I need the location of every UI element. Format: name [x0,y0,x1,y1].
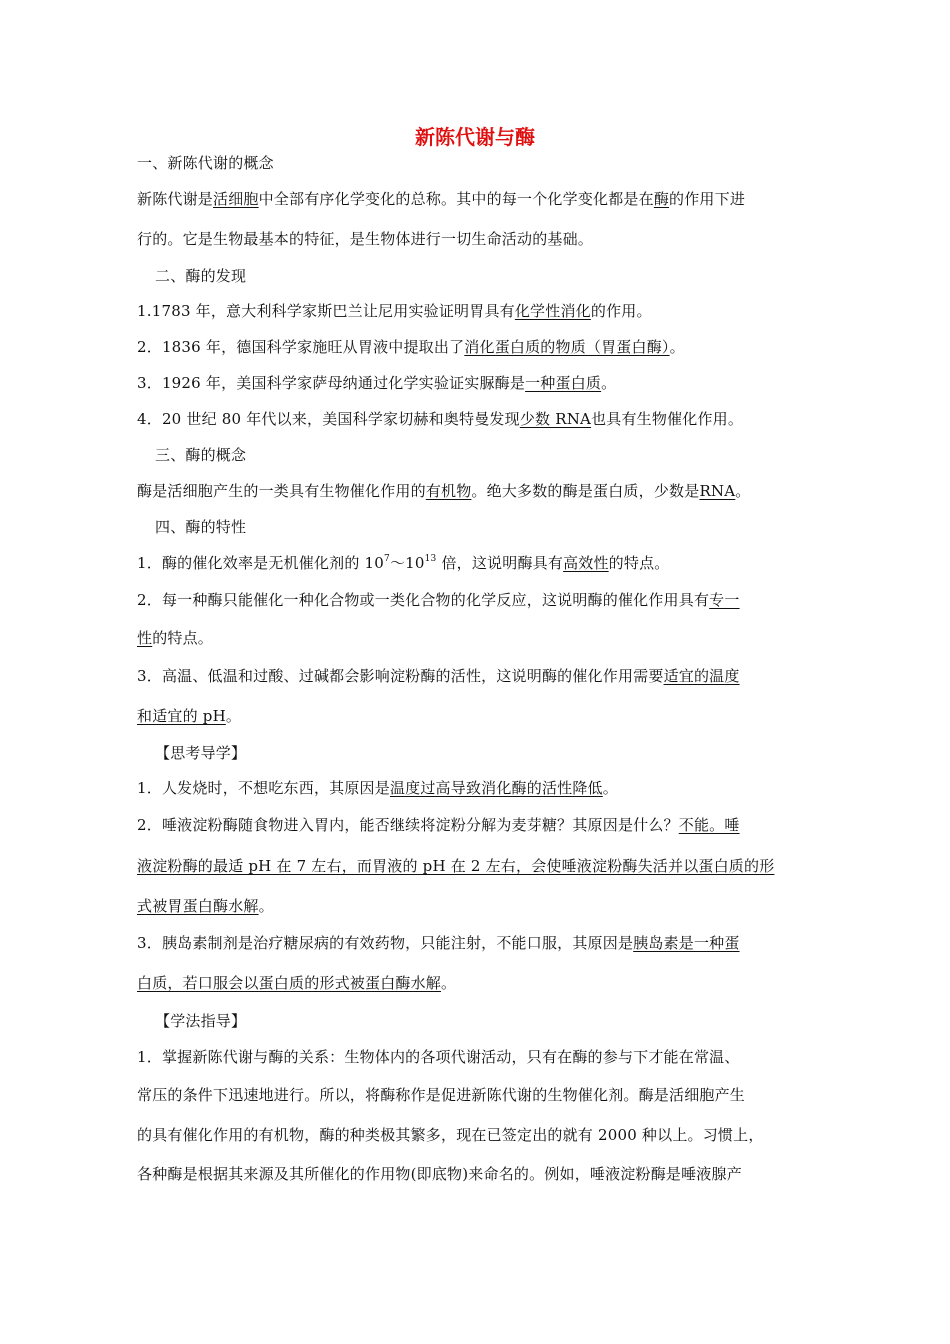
paragraph-line: 行的。它是生物最基本的特征，是生物体进行一切生命活动的基础。 [137,230,594,248]
answer-blank: 高效性 [563,554,609,572]
text: 。 [735,482,751,500]
text: 。 [602,779,618,797]
list-item-continued [137,627,817,649]
list-item [137,777,817,799]
answer-blank: 化学性消化 [514,302,591,320]
list-item [137,665,817,687]
paragraph-line: 各种酶是根据其来源及其所催化的作用物(即底物)来命名的。例如，唾液淀粉酶是唾液腺产 [137,1165,742,1183]
answer-blank: 少数 RNA [519,410,592,428]
list-item-continued [137,705,817,727]
answer-line: 液淀粉酶的最适 pH 在 7 左右，而胃液的 pH 在 2 左右，会使唾液淀粉酶失活并以蛋白质的形 [137,857,775,875]
text: 。 [225,707,242,725]
text: 3．胰岛素制剂是治疗糖尿病的有效药物，只能注射，不能口服，其原因是 [137,934,634,952]
answer-blank: RNA [699,482,736,500]
text: 的作用。 [590,302,652,320]
list-item [137,589,817,611]
text: 的特点。 [152,629,214,647]
text: 1．人发烧时，不想吃东西，其原因是 [137,779,390,797]
paragraph-line [137,188,817,210]
answer-blank: 活细胞 [213,190,259,208]
section-heading-method: 【学法指导】 [155,1012,247,1030]
list-item [137,814,817,836]
answer-blank: 专一 [709,591,740,609]
text: 1.1783 年，意大利科学家斯巴兰让尼用实验证明胃具有 [137,302,515,320]
answer-blank: 温度过高导致消化酶的活性降低 [389,779,603,797]
paragraph-line: 1．掌握新陈代谢与酶的关系：生物体内的各项代谢活动，只有在酶的参与下才能在常温、 [137,1048,740,1066]
text: 。 [601,374,617,392]
text: 。 [258,897,274,915]
page-title: 新陈代谢与酶 [415,125,535,149]
answer-blank: 适宜的温度 [663,667,740,685]
answer-blank: 白质，若口服会以蛋白质的形式被蛋白酶水解 [137,974,442,992]
list-item [137,408,817,430]
answer-blank: 式被胃蛋白酶水解 [137,897,259,915]
text: 酶是活细胞产生的一类具有生物催化作用的 [137,482,426,500]
text: 4．20 世纪 80 年代以来，美国科学家切赫和奥特曼发现 [137,410,520,428]
list-item [137,552,817,574]
text: 3．1926 年，美国科学家萨母纳通过化学实验证实脲酶是 [137,374,526,392]
text: 。绝大多数的酶是蛋白质，少数是 [471,482,700,500]
text: 中全部有序化学变化的总称。其中的每一个化学变化都是在 [258,190,654,208]
list-item [137,372,817,394]
paragraph-line: 常压的条件下迅速地进行。所以，将酶称作是促进新陈代谢的生物催化剂。酶是活细胞产生 [137,1086,746,1104]
list-item [137,932,817,954]
paragraph-line [137,480,817,502]
list-item-continued [137,972,817,994]
list-item [137,336,817,358]
text: ～10 [389,554,425,572]
text: 的作用下进 [669,190,746,208]
text: 3．高温、低温和过酸、过碱都会影响淀粉酶的活性，这说明酶的催化作用需要 [137,667,664,685]
text: 。 [441,974,457,992]
text: 新陈代谢是 [137,190,214,208]
section-heading-metabolism: 一、新陈代谢的概念 [137,154,274,172]
text: 的特点。 [608,554,670,572]
text: 2．1836 年，德国科学家施旺从胃液中提取出了 [137,338,465,356]
text: 倍，这说明酶具有 [436,554,564,572]
superscript: 13 [424,554,437,564]
section-heading-concept: 三、酶的概念 [155,446,247,464]
answer-blank: 和适宜的 pH [137,707,226,725]
answer-blank: 有机物 [425,482,472,500]
text: 2．唾液淀粉酶随食物进入胃内，能否继续将淀粉分解为麦芽糖？其原因是什么？ [137,816,679,834]
answer-blank: 胰岛素是一种蛋 [633,934,740,952]
list-item [137,300,817,322]
answer-blank: 消化蛋白质的物质（胃蛋白酶） [464,338,670,356]
text: 2．每一种酶只能催化一种化合物或一类化合物的化学反应，这说明酶的催化作用具有 [137,591,710,609]
answer-blank: 性 [137,629,153,647]
section-heading-discovery: 二、酶的发现 [155,267,247,285]
paragraph-line: 的具有催化作用的有机物，酶的种类极其繁多，现在已签定出的就有 2000 种以上。习惯上， [137,1126,764,1144]
section-heading-properties: 四、酶的特性 [155,518,247,536]
answer-blank: 一种蛋白质 [525,374,602,392]
list-item-continued [137,895,817,917]
answer-blank: 酶 [653,190,670,208]
answer-blank: 不能。唾 [678,816,740,834]
section-heading-think: 【思考导学】 [155,744,247,762]
text: 也具有生物催化作用。 [591,410,744,428]
text: 。 [669,338,685,356]
superscript: 7 [384,554,390,564]
text: 1．酶的催化效率是无机催化剂的 10 [137,554,384,572]
